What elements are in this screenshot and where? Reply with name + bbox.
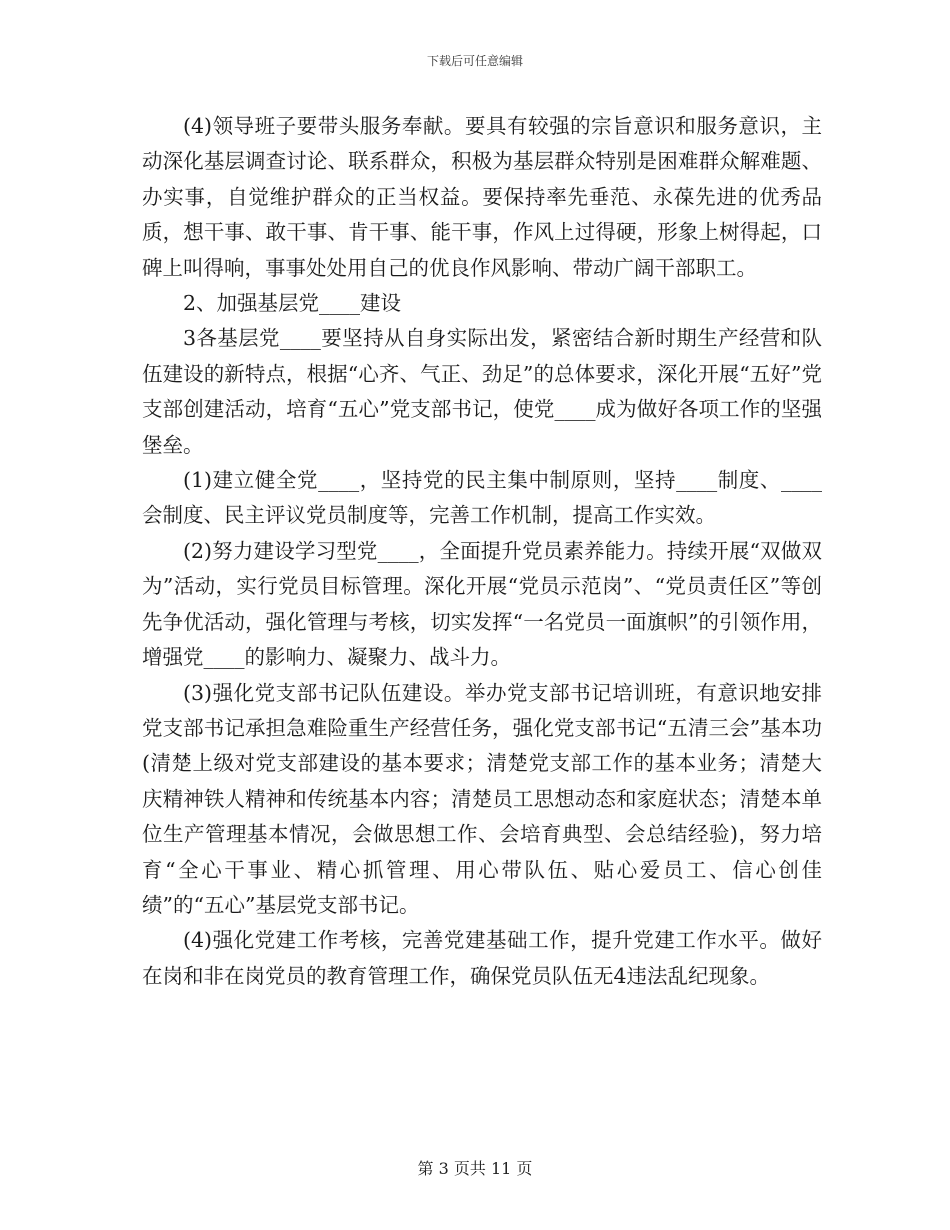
paragraph-item-2: (2)努力建设学习型党____，全面提升党员素养能力。持续开展“双做双为”活动，实行党员目标管理。深化开展“党员示范岗”、“党员责任区”等创先争优活动，强化管理与考核，切实发挥“一名党员一面旗帜”的引领作用，增强党____的影响力、凝聚力、战斗力。 [142, 538, 822, 670]
paragraph-item-1: (1)建立健全党____，坚持党的民主集中制原则，坚持____制度、____会制度、民主评议党员制度等，完善工作机制，提高工作实效。 [142, 468, 822, 528]
page-header-note: 下载后可任意编辑 [426, 54, 523, 68]
page-number: 第 3 页共 11 页 [417, 1159, 533, 1178]
section-heading-grassroots-party: 2、加强基层党____建设 [183, 291, 402, 316]
paragraph-item-3: (3)强化党支部书记队伍建设。举办党支部书记培训班，有意识地安排党支部书记承担急难险重生产经营任务，强化党支部书记“五清三会”基本功(清楚上级对党支部建设的基本要求；清楚党支部工作的基本业务；清楚大庆精神铁人精神和传统基本内容；清楚员工思想动态和家庭状态；清楚本单位生产管理基本情况，会做思想工作、会培育典型、会总结经验)，努力培育“全心干事业、精心抓管理、用心带队伍、贴心爱员工、信心创佳绩”的“五心”基层党支部书记。 [142, 680, 822, 917]
paragraph-grassroots-requirements: 3各基层党____要坚持从自身实际出发，紧密结合新时期生产经营和队伍建设的新特点，根据“心齐、气正、劲足”的总体要求，深化开展“五好”党支部创建活动，培育“五心”党支部书记，使党____成为做好各项工作的坚强堡垒。 [142, 326, 822, 457]
paragraph-leadership-service: (4)领导班子要带头服务奉献。要具有较强的宗旨意识和服务意识，主动深化基层调查讨论、联系群众，积极为基层群众特别是困难群众解难题、办实事，自觉维护群众的正当权益。要保持率先垂范、永葆先进的优秀品质，想干事、敢干事、肯干事、能干事，作风上过得硬，形象上树得起，口碑上叫得响，事事处处用自己的优良作风影响、带动广阔干部职工。 [142, 114, 822, 280]
document-body [142, 109, 822, 994]
paragraph-item-4: (4)强化党建工作考核，完善党建基础工作，提升党建工作水平。做好在岗和非在岗党员的教育管理工作，确保党员队伍无4违法乱纪现象。 [142, 928, 822, 988]
